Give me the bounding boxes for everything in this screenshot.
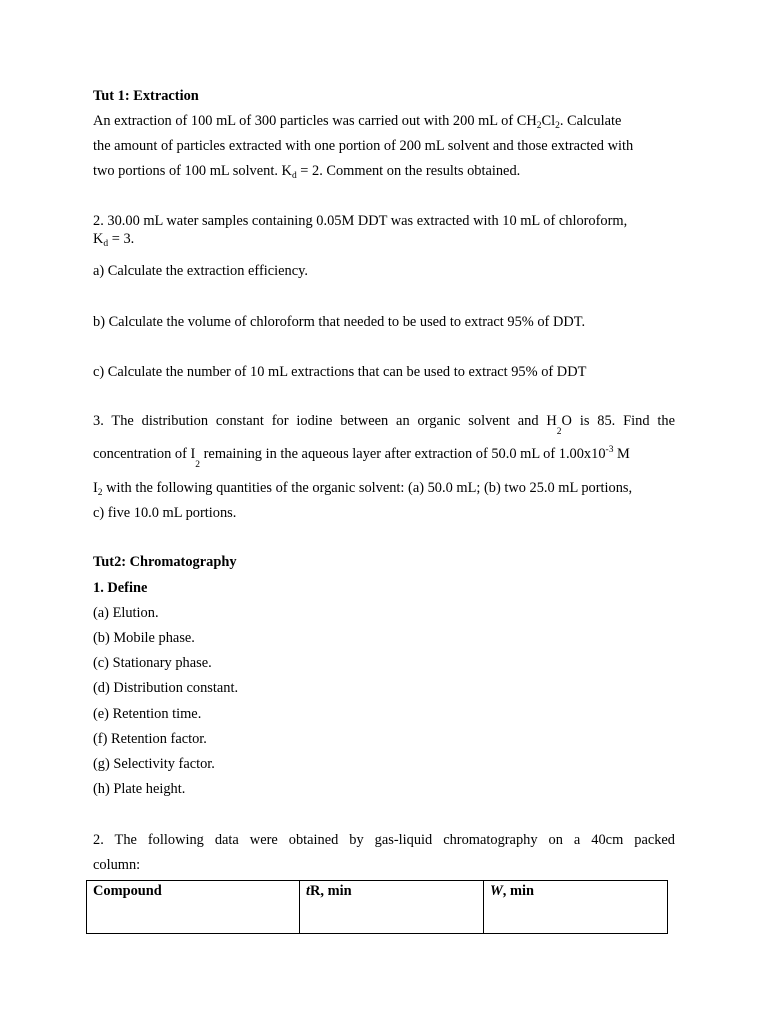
tut1-q2-line1: 2. 30.00 mL water samples containing 0.05M DDT was extracted with 10 mL of chloroform, bbox=[93, 213, 628, 229]
definition-item: (c) Stationary phase. bbox=[93, 655, 212, 671]
definition-item: (e) Retention time. bbox=[93, 706, 202, 722]
tut2-q2-line2: column: bbox=[93, 857, 141, 873]
table-header-width: W, min bbox=[484, 881, 668, 934]
table-header-retention-time: tR, min bbox=[300, 881, 484, 934]
tut1-q3-line2: concentration of $I_2$ remaining in the aqueous layer after extraction of 50.0 mL of $1.00x10^{-3}$ M bbox=[93, 445, 630, 470]
definition-item: (a) Elution. bbox=[93, 605, 159, 621]
definition-item: (f) Retention factor. bbox=[93, 731, 207, 747]
definition-item: (h) Plate height. bbox=[93, 781, 186, 797]
tut1-q3-line4: c) five 10.0 mL portions. bbox=[93, 505, 237, 521]
tut1-q2-a: a) Calculate the extraction efficiency. bbox=[93, 263, 308, 279]
definition-item: (b) Mobile phase. bbox=[93, 630, 195, 646]
tut1-q3-line3: $I_2$ with the following quantities of the organic solvent: (a) 50.0 mL; (b) two 25.0 mL portions, bbox=[93, 480, 633, 498]
gc-data-table bbox=[86, 880, 668, 934]
tut1-q1-line2: the amount of particles extracted with one portion of 200 mL solvent and those extracted with bbox=[93, 138, 634, 154]
tut1-q3-line1: 3. The distribution constant for iodine between an organic solvent and $H_2O$ is 85. Find the bbox=[93, 413, 676, 437]
tut1-q2-c: c) Calculate the number of 10 mL extractions that can be used to extract 95% of DDT bbox=[93, 364, 587, 380]
definition-item: (g) Selectivity factor. bbox=[93, 756, 215, 772]
tut1-q2-line2: $K_d = 3$. bbox=[93, 231, 135, 249]
table-header-row bbox=[87, 881, 668, 934]
tut1-heading: Tut 1: Extraction bbox=[93, 88, 199, 104]
tut2-heading: Tut2: Chromatography bbox=[93, 554, 237, 570]
definition-item: (d) Distribution constant. bbox=[93, 680, 239, 696]
tut2-q1-heading: 1. Define bbox=[93, 580, 148, 596]
table-header-compound: Compound bbox=[87, 881, 300, 934]
tut1-q2-b: b) Calculate the volume of chloroform that needed to be used to extract 95% of DDT. bbox=[93, 314, 586, 330]
tut1-q1-line3: two portions of 100 mL solvent. $K_d = 2$. Comment on the results obtained. bbox=[93, 163, 521, 181]
tut2-q2-line1: 2. The following data were obtained by gas-liquid chromatography on a 40cm packed bbox=[93, 832, 675, 848]
tut1-q1-line1: An extraction of 100 mL of 300 particles was carried out with 200 mL of $CH_2Cl_2$. Calculate bbox=[93, 113, 622, 131]
